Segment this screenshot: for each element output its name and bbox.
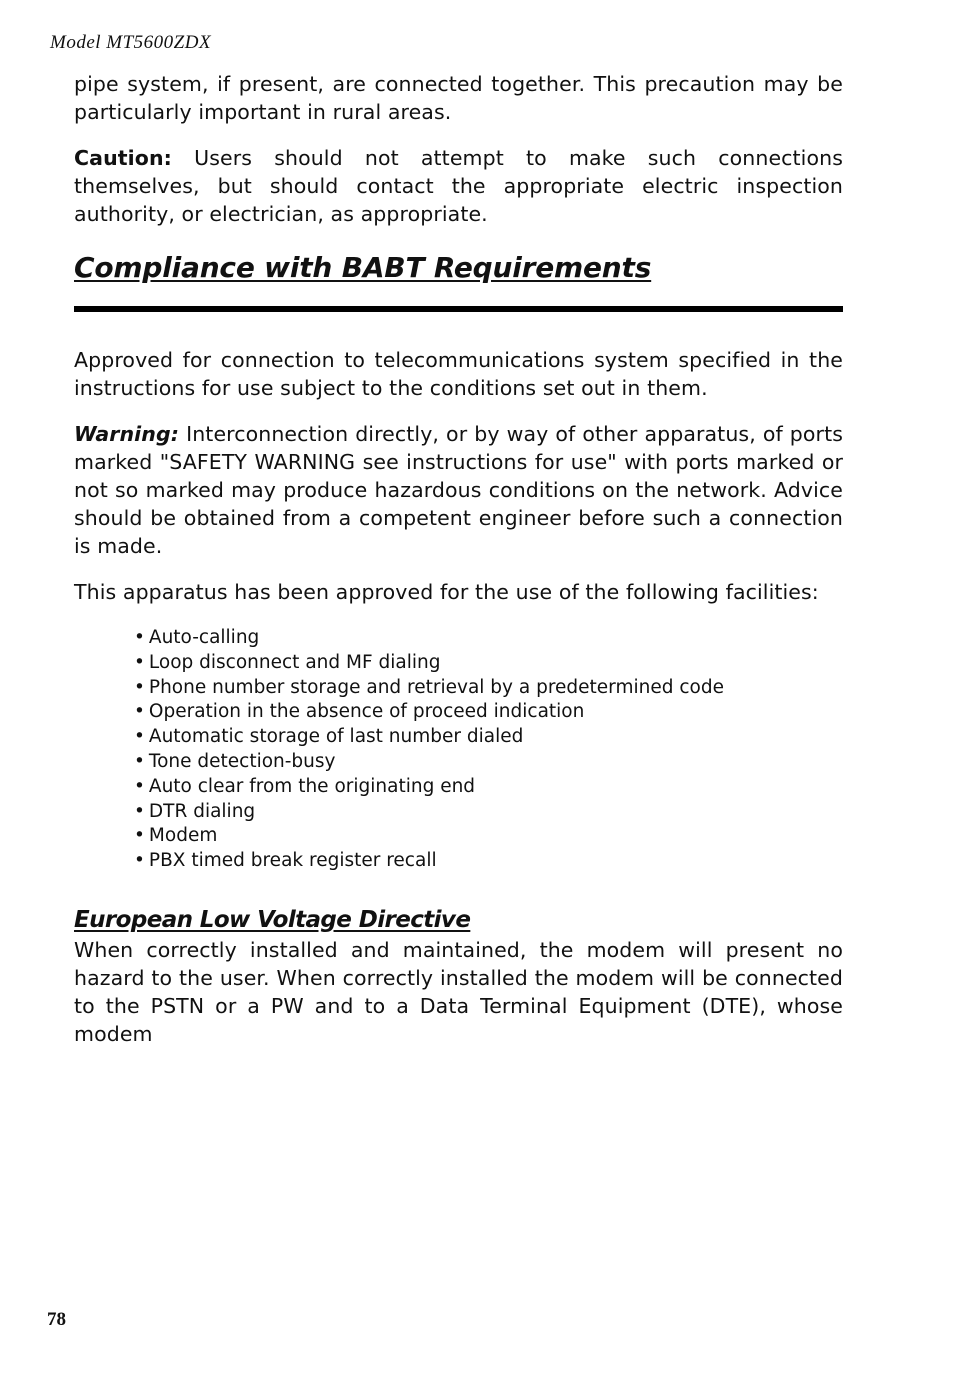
paragraph-warning bbox=[74, 420, 843, 560]
paragraph-pipe-system: pipe system, if present, are connected together. This precaution may be particularly important in rural areas. bbox=[74, 72, 843, 124]
list-item-text: DTR dialing bbox=[148, 800, 256, 822]
warning-label: Warning: bbox=[74, 422, 180, 446]
caution-label: Caution: bbox=[74, 146, 172, 170]
facilities-list bbox=[74, 626, 843, 874]
list-item bbox=[134, 849, 843, 874]
bullet-icon: • bbox=[134, 701, 145, 723]
list-item-text: Automatic storage of last number dialed bbox=[148, 726, 524, 748]
bullet-icon: • bbox=[134, 775, 145, 797]
list-item-text: Loop disconnect and MF dialing bbox=[148, 651, 441, 673]
list-item-text: Tone detection-busy bbox=[148, 750, 336, 772]
list-item bbox=[134, 800, 843, 825]
bullet-icon: • bbox=[134, 800, 145, 822]
list-item bbox=[134, 824, 843, 849]
list-item bbox=[134, 676, 843, 701]
list-item-text: Operation in the absence of proceed indication bbox=[148, 701, 585, 723]
paragraph-lvd: When correctly installed and maintained, the modem will present no hazard to the user. When correctly installed the modem will be connected to the PSTN or a PW and to a Data Terminal Equipment (DTE), whose modem bbox=[74, 937, 843, 1046]
list-item-text: Phone number storage and retrieval by a predetermined code bbox=[148, 676, 724, 698]
list-item bbox=[134, 651, 843, 676]
paragraph-approval: Approved for connection to telecommunications system specified in the instructions for use subject to the conditions set out in them. bbox=[74, 348, 843, 400]
list-item-text: Auto-calling bbox=[148, 627, 260, 648]
bullet-icon: • bbox=[134, 651, 145, 673]
section-title-babt: Compliance with BABT Requirements bbox=[74, 251, 652, 284]
list-item bbox=[134, 775, 843, 800]
section-title-lvd: European Low Voltage Directive bbox=[74, 906, 471, 933]
paragraph-facilities-intro: This apparatus has been approved for the use of the following facilities: bbox=[74, 580, 819, 604]
warning-text: Interconnection directly, or by way of other apparatus, of ports marked "SAFETY WARNING see instructions for use" with ports marked or not so marked may produce hazardous conditions on the network. Advice should be obtained from a competent engineer before such a connection is made. bbox=[74, 422, 843, 558]
bullet-icon: • bbox=[134, 726, 145, 748]
list-item-text: PBX timed break register recall bbox=[148, 850, 437, 872]
list-item-text: Auto clear from the originating end bbox=[148, 775, 476, 797]
paragraph-caution bbox=[74, 144, 843, 228]
caution-text: Users should not attempt to make such connections themselves, but should contact the appropriate electric inspection authority, or electrician, as appropriate. bbox=[74, 146, 843, 226]
page-number: 78 bbox=[47, 1309, 66, 1330]
list-item bbox=[134, 725, 843, 750]
list-item bbox=[134, 700, 843, 725]
page-content bbox=[74, 70, 843, 1048]
running-header: Model MT5600ZDX bbox=[50, 32, 212, 53]
bullet-icon: • bbox=[134, 825, 145, 847]
bullet-icon: • bbox=[134, 627, 145, 648]
section-divider bbox=[74, 306, 843, 312]
bullet-icon: • bbox=[134, 676, 145, 698]
list-item-text: Modem bbox=[148, 825, 218, 847]
list-item bbox=[134, 626, 843, 651]
list-item bbox=[134, 750, 843, 775]
bullet-icon: • bbox=[134, 750, 145, 772]
bullet-icon: • bbox=[134, 850, 145, 872]
